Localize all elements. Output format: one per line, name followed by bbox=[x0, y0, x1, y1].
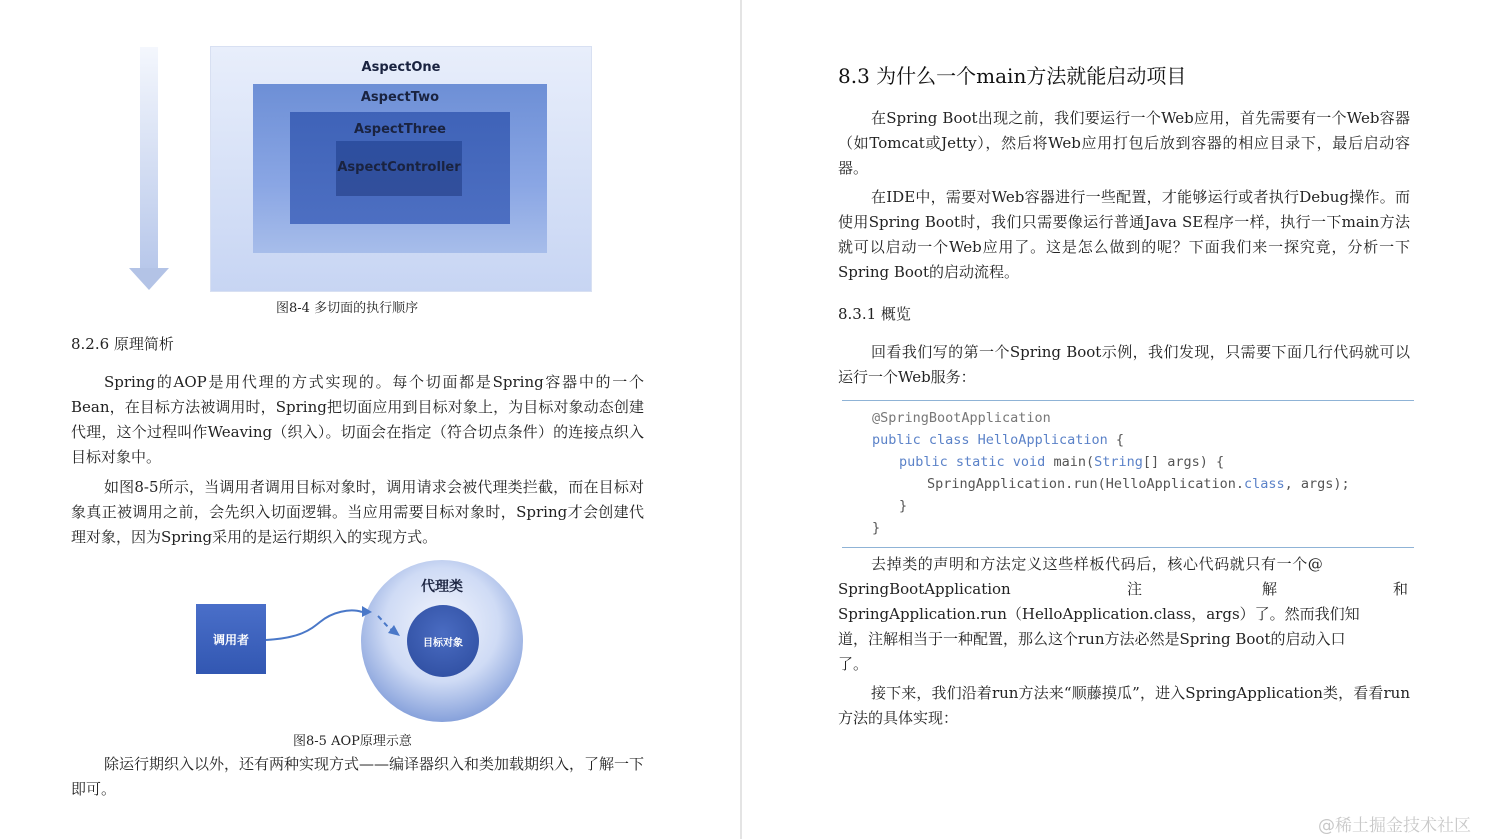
juejin-watermark: @稀土掘金技术社区 bbox=[1318, 816, 1471, 836]
call-flow-arrow bbox=[260, 600, 420, 660]
order-arrow-down-icon bbox=[129, 268, 169, 290]
code-class-declaration bbox=[872, 432, 1124, 448]
aspect-three-label: AspectThree bbox=[353, 122, 446, 137]
code-keyword: public static void bbox=[899, 454, 1054, 470]
aspect-controller-label: AspectController bbox=[337, 160, 461, 175]
paragraph-code-intro: 回看我们写的第一个Spring Boot示例，我们发现，只需要下面几行代码就可以运行一个Web服务： bbox=[838, 343, 1410, 386]
section-heading-8-2-6: 8.2.6 原理简析 bbox=[71, 335, 174, 353]
paragraph-aop-intro: Spring的AOP是用代理的方式实现的。每个切面都是Spring容器中的一个Bean，在目标方法被调用时，Spring把切面应用到目标对象上，为目标对象动态创建代理，这个过程叫作Weaving（织入）。切面会在指定（符合切点条件）的连接点织入目标对象中。 bbox=[71, 373, 644, 466]
paragraph-weaving-types: 除运行期织入以外，还有两种实现方式——编译器织入和类加载期织入，了解一下即可。 bbox=[71, 755, 645, 798]
code-close-method: } bbox=[899, 498, 908, 514]
code-method-name: main( bbox=[1053, 454, 1095, 470]
section-title-8-3: 8.3 为什么一个main方法就能启动项目 bbox=[838, 64, 1187, 88]
code-type: String bbox=[1094, 454, 1143, 470]
after-code-line-3: SpringApplication.run（HelloApplication.class，args）了。然而我们知 bbox=[838, 605, 1360, 623]
code-block bbox=[842, 400, 1414, 548]
code-run-call bbox=[927, 476, 1350, 492]
paragraph-before-spring-boot: 在Spring Boot出现之前，我们要运行一个Web应用，首先需要有一个Web容器（如Tomcat或Jetty），然后将Web应用打包后放到容器的相应目录下，最后启动容器。 bbox=[838, 109, 1410, 177]
after-code-line-4: 道，注解相当于一种配置，那么这个run方法必然是Spring Boot的启动入口 bbox=[838, 630, 1346, 648]
code-annotation: @SpringBootApplication bbox=[872, 410, 1051, 426]
code-keyword: class bbox=[1243, 476, 1285, 492]
after-code-line-1: 去掉类的声明和方法定义这些样板代码后，核心代码就只有一个@ bbox=[871, 555, 1324, 573]
order-arrow-shaft bbox=[140, 47, 158, 272]
caller-box bbox=[196, 604, 266, 674]
after-code-line-2b: 注 bbox=[1127, 580, 1143, 598]
figure-8-4-caption: 图8-4 多切面的执行顺序 bbox=[276, 301, 419, 316]
paragraph-ide-config: 在IDE中，需要对Web容器进行一些配置，才能够运行或者执行Debug操作。而使用Spring Boot时，我们只需要像运行普通Java SE程序一样，执行一下main方法就可以启动一个Web应用了。这是怎么做到的呢？下面我们来一探究竟，分析一下Spring Boot的启动流程。 bbox=[838, 188, 1410, 281]
left-page bbox=[0, 0, 740, 839]
paragraph-aop-figure-ref: 如图8-5所示，当调用者调用目标对象时，调用请求会被代理类拦截，而在目标对象真正被调用之前，会先织入切面逻辑。当应用需要目标对象时，Spring才会创建代理对象，因为Spring采用的是运行期织入的实现方式。 bbox=[71, 478, 644, 546]
code-run-call-a: SpringApplication.run(HelloApplication. bbox=[927, 476, 1244, 492]
target-object-label: 目标对象 bbox=[423, 637, 463, 649]
code-main-method bbox=[899, 454, 1224, 470]
code-class-name: HelloApplication bbox=[977, 432, 1108, 448]
code-params: [] args) { bbox=[1142, 454, 1225, 470]
code-brace: { bbox=[1107, 432, 1124, 448]
caller-label: 调用者 bbox=[212, 632, 249, 647]
code-keyword: public class bbox=[872, 432, 978, 448]
code-close-class: } bbox=[872, 520, 881, 536]
aspect-two-label: AspectTwo bbox=[360, 90, 440, 105]
after-code-line-2a: SpringBootApplication bbox=[838, 580, 1011, 598]
after-code-line-5: 了。 bbox=[838, 655, 869, 673]
figure-8-5-caption: 图8-5 AOP原理示意 bbox=[293, 734, 412, 749]
proxy-class-label: 代理类 bbox=[421, 579, 463, 595]
aspect-controller-box bbox=[336, 141, 462, 196]
code-run-call-b: , args); bbox=[1284, 476, 1350, 492]
after-code-line-2d: 和 bbox=[1393, 580, 1409, 598]
aspect-one-label: AspectOne bbox=[361, 60, 441, 75]
subsection-heading-8-3-1: 8.3.1 概览 bbox=[838, 305, 911, 323]
after-code-line-2c: 解 bbox=[1262, 580, 1278, 598]
paragraph-next-steps: 接下来，我们沿着run方法来“顺藤摸瓜”，进入SpringApplication类，看看run方法的具体实现： bbox=[838, 684, 1410, 727]
